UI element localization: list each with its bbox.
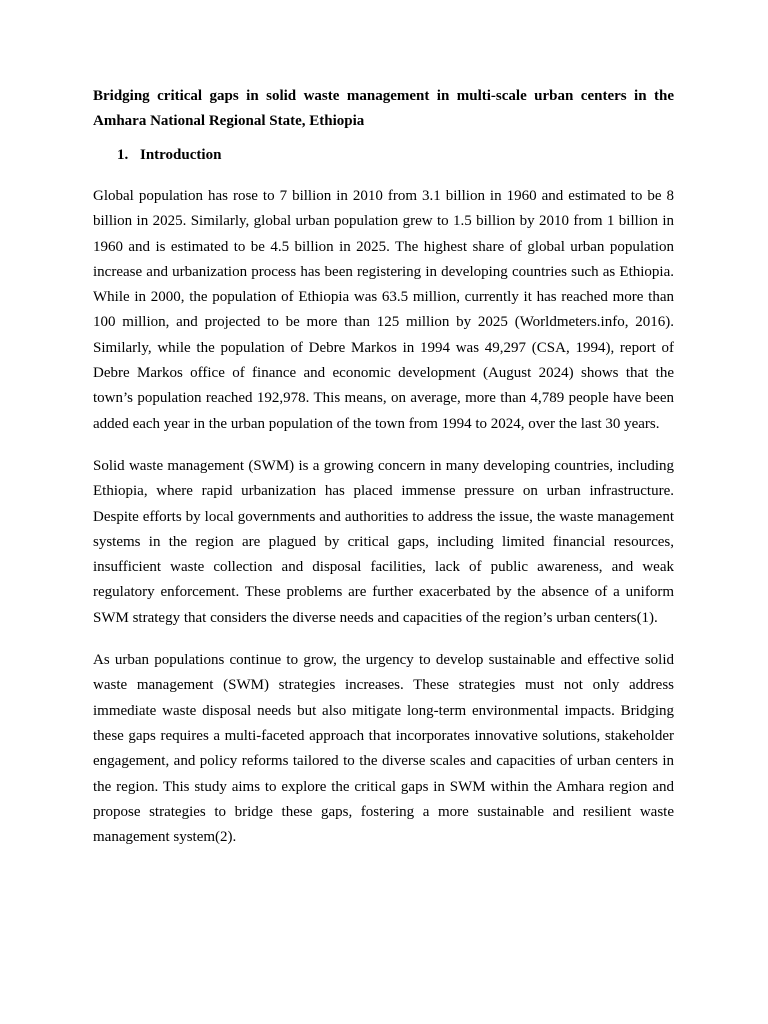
paragraph-swm-strategies: As urban populations continue to grow, the urgency to develop sustainable and effective solid waste management (SWM) strategies increases. These strategies must not only address immediate waste disposal needs but also mitigate long-term environmental impacts. Bridging these gaps requires a multi-faceted approach that incorporates innovative solutions, stakeholder engagement, and policy reforms tailored to the diverse scales and capacities of urban centers in the region. This study aims to explore the critical gaps in SWM within the Amhara region and propose strategies to bridge these gaps, fostering a more sustainable and resilient waste management system(2).: [93, 652, 674, 846]
paragraph-swm-concern: Solid waste management (SWM) is a growing concern in many developing countries, including Ethiopia, where rapid urbanization has placed immense pressure on urban infrastructure. Despite efforts by local governments and authorities to address the issue, the waste management systems in the region are plagued by critical gaps, including limited financial resources, insufficient waste collection and disposal facilities, lack of public awareness, and weak regulatory enforcement. These problems are further exacerbated by the absence of a uniform SWM strategy that considers the diverse needs and capacities of the region’s urban centers(1).: [93, 457, 674, 626]
document-title: Bridging critical gaps in solid waste management in multi-scale urban centers in the Amhara National Regional State, Ethiopia: [93, 88, 674, 129]
section-heading: [117, 143, 674, 168]
section-title: Introduction: [140, 147, 222, 163]
section-number: 1.: [117, 147, 129, 163]
paragraph-population: Global population has rose to 7 billion in 2010 from 3.1 billion in 1960 and estimated to be 8 billion in 2025. Similarly, global urban population grew to 1.5 billion by 2010 from 1 billion in 1960 and is estimated to be 4.5 billion in 2025. The highest share of global urban population increase and urbanization process has been registering in developing countries such as Ethiopia. While in 2000, the population of Ethiopia was 63.5 million, currently it has reached more than 100 million, and projected to be more than 125 million by 2025 (Worldmeters.info, 2016). Similarly, while the population of Debre Markos in 1994 was 49,297 (CSA, 1994), report of Debre Markos office of finance and economic development (August 2024) shows that the town’s population reached 192,978. This means, on average, more than 4,789 people have been added each year in the urban population of the town from 1994 to 2024, over the last 30 years.: [93, 188, 674, 432]
document-page: [93, 84, 674, 850]
